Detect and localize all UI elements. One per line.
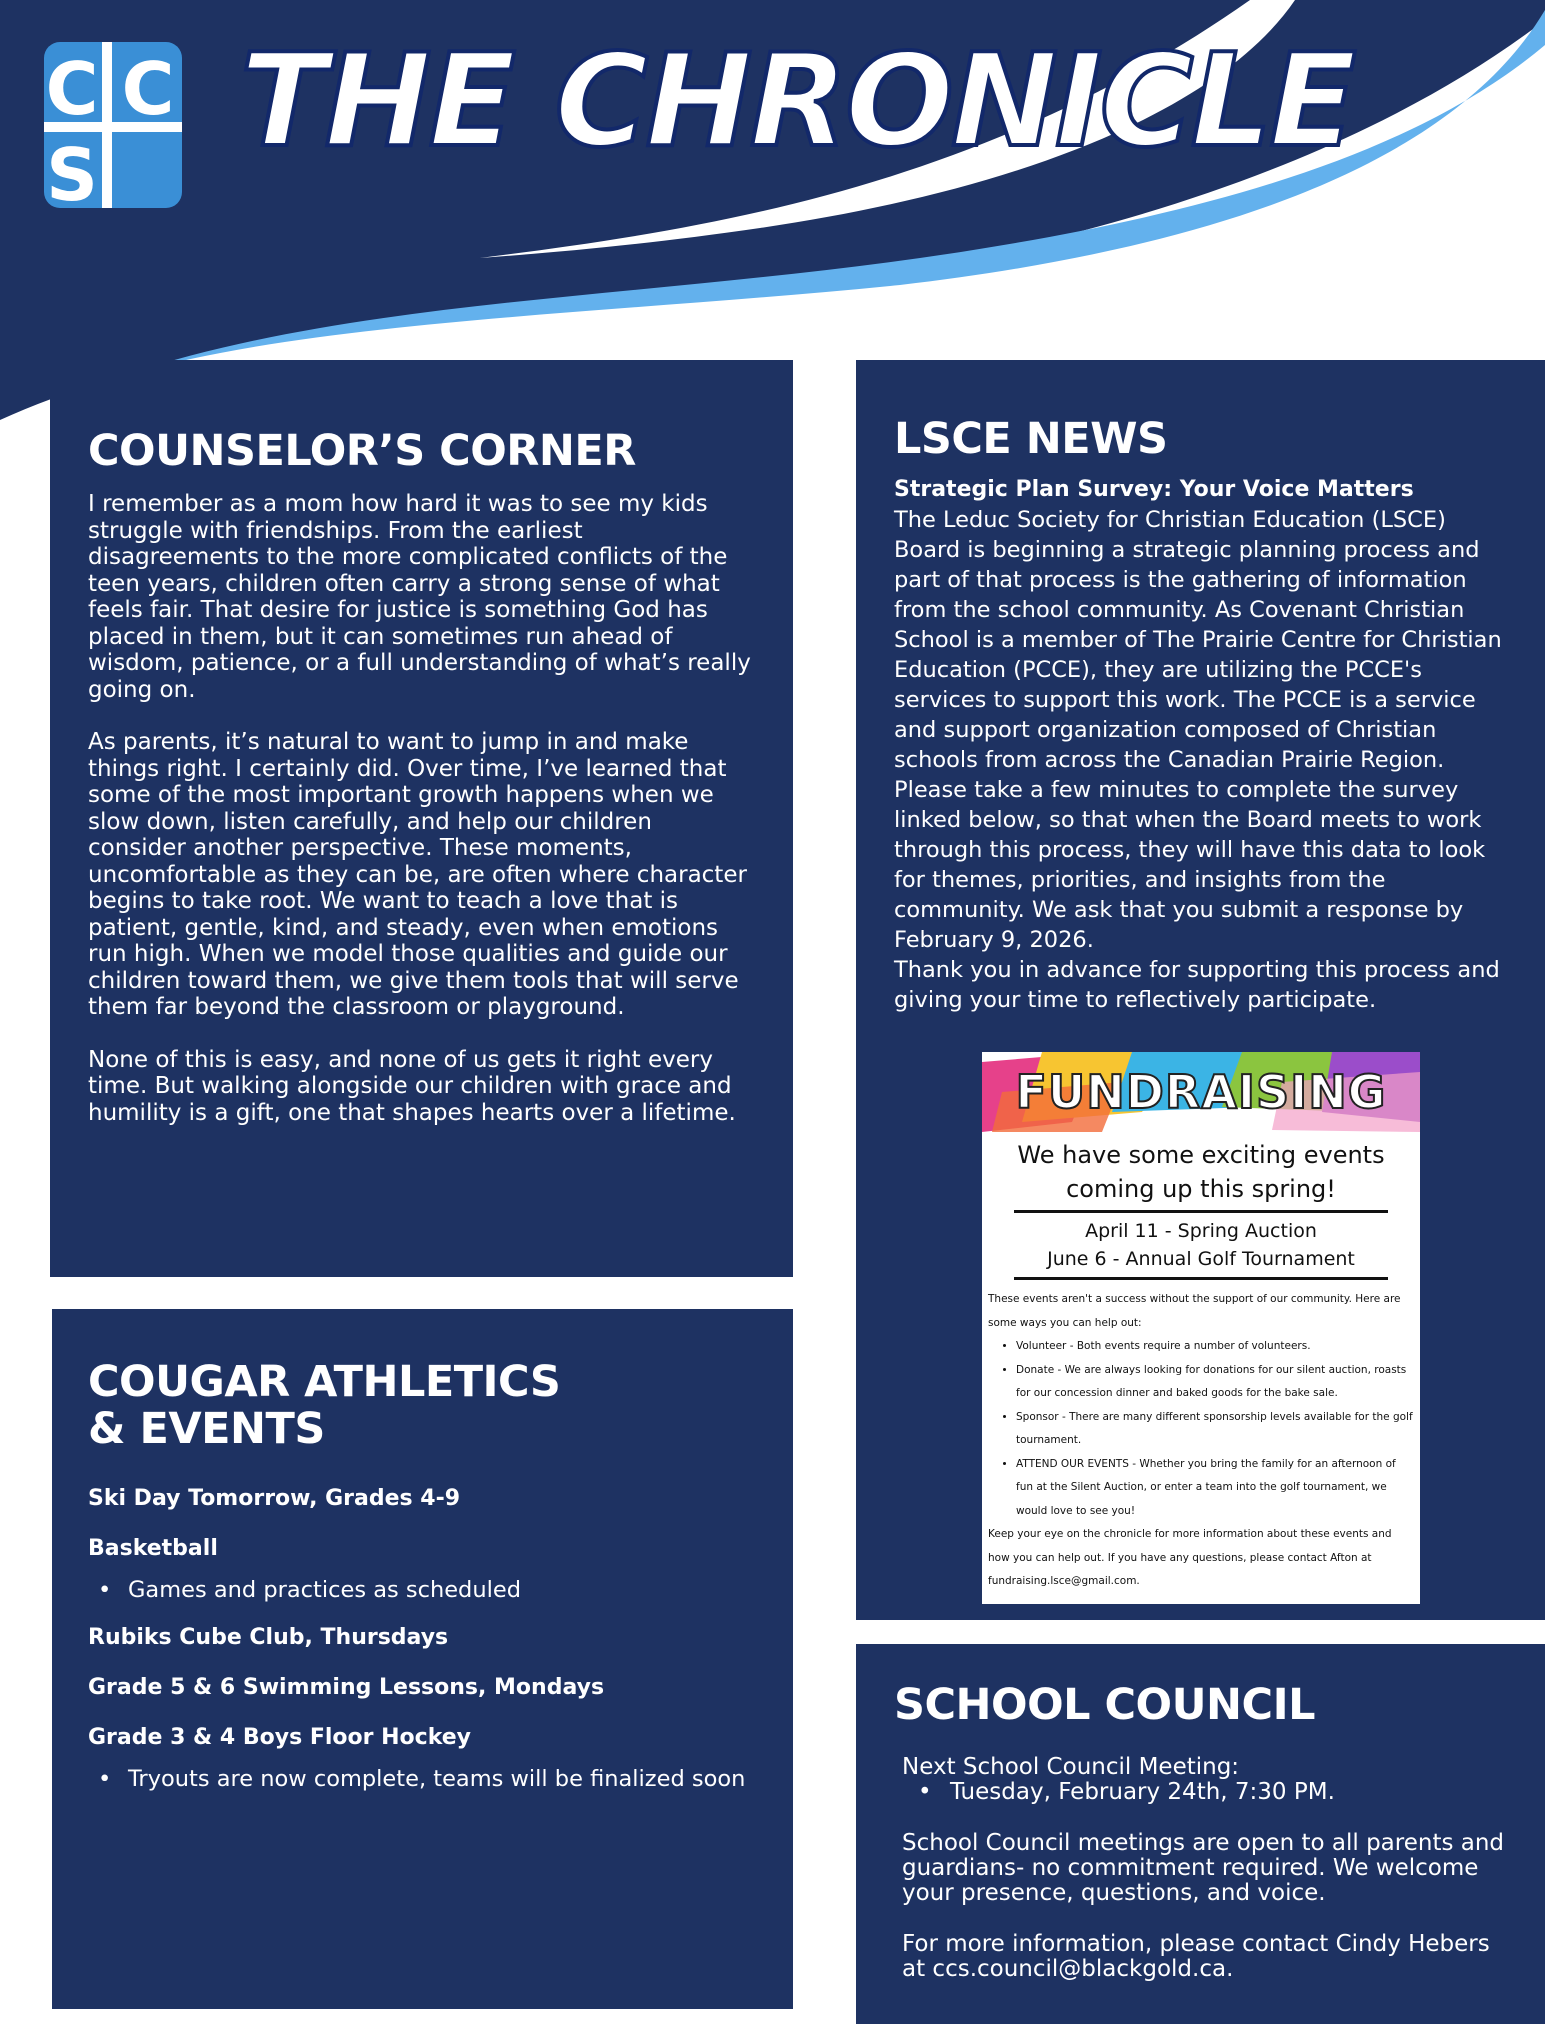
flyer-divider [1014, 1210, 1388, 1213]
flyer-details [982, 1288, 1420, 1594]
lsce-subheading: Strategic Plan Survey: Your Voice Matters [894, 477, 1414, 503]
athletics-item-basketball: Basketball [88, 1535, 218, 1561]
flyer-bullet-volunteer: • Volunteer - Both events require a number of volunteers. [1016, 1335, 1414, 1359]
council-heading: SCHOOL COUNCIL [894, 1680, 1315, 1730]
counselor-heading: COUNSELOR’S CORNER [88, 426, 636, 476]
flyer-subtitle-1: We have some exciting events [1017, 1141, 1385, 1169]
counselor-paragraph-2: As parents, it’s natural to want to jump in and make things right. I certainly did. Over time, I’ve learned that some of the most important growth happens when we slow down, listen carefully, and help our children consider another perspective. These moments, uncomfortable as they can be, are often where character begins to take root. We want to teach a love that is patient, gentle, kind, and steady, even when emotions run high. When we model those qualities and guide our children toward them, we give them tools that will serve them far beyond the classroom or playground. [88, 729, 747, 1021]
athletics-heading: COUGAR ATHLETICS & EVENTS [88, 1357, 561, 1455]
athletics-item-swimming: Grade 5 & 6 Swimming Lessons, Mondays [88, 1674, 605, 1700]
athletics-bullet-basketball: • Games and practices as scheduled [88, 1578, 757, 1603]
athletics-item-rubiks: Rubiks Cube Club, Thursdays [88, 1624, 449, 1650]
flyer-bullet-sponsor: • Sponsor - There are many different sponsorship levels available for the golf tournament. [1016, 1406, 1414, 1453]
counselor-corner-panel [50, 360, 793, 1277]
flyer-divider-2 [1014, 1277, 1388, 1280]
athletics-bullet-floor-hockey: • Tryouts are now complete, teams will be finalized soon [88, 1767, 757, 1792]
athletics-list [88, 1484, 757, 1792]
counselor-paragraph-1: I remember as a mom how hard it was to see my kids struggle with friendships. From the earliest disagreements to the more complicated conflicts of the teen years, children often carry a strong sense of what feels fair. That desire for justice is something God has placed in them, but it can sometimes run ahead of wisdom, patience, or a full understanding of what’s really going on. [88, 491, 751, 703]
council-meeting-label: Next School Council Meeting: [902, 1754, 1240, 1781]
logo-letter-c1: C [45, 47, 99, 131]
school-council-panel [856, 1644, 1545, 2024]
flyer-title: FUNDRAISING [1015, 1065, 1387, 1119]
flyer-event-1: April 11 - Spring Auction [1085, 1220, 1317, 1242]
masthead-title: THE CHRONICLE [240, 27, 1354, 176]
athletics-item-floor-hockey: Grade 3 & 4 Boys Floor Hockey [88, 1724, 472, 1750]
counselor-paragraph-3: None of this is easy, and none of us gets it right every time. But walking alongside our children with grace and humility is a gift, one that shapes hearts over a lifetime. [88, 1046, 736, 1126]
flyer-bullet-list [988, 1335, 1414, 1523]
flyer-event-2: June 6 - Annual Golf Tournament [1047, 1248, 1355, 1270]
flyer-intro: These events aren't a success without the support of our community. Here are some ways you can help out: [988, 1293, 1401, 1329]
flyer-subtitle-2: coming up this spring! [1066, 1175, 1336, 1203]
fundraising-flyer [982, 1052, 1420, 1604]
flyer-bullet-attend: • ATTEND OUR EVENTS - Whether you bring the family for an afternoon of fun at the Silent Auction, or enter a team into the golf tournament, we would love to see you! [1016, 1453, 1414, 1524]
ccs-logo [44, 42, 182, 208]
athletics-item-ski-day: Ski Day Tomorrow, Grades 4-9 [88, 1485, 461, 1511]
council-contact: For more information, please contact Cindy Hebers at ccs.council@blackgold.ca. [902, 1931, 1490, 1983]
lsce-body: The Leduc Society for Christian Education (LSCE) Board is beginning a strategic planning process and part of that process is the gathering of information from the school community. As Covenant Christian School is a member of The Prairie Centre for Christian Education (PCCE), they are utilizing the PCCE's services to support this work. The PCCE is a service and support organization composed of Christian schools from across the Canadian Prairie Region. Please take a few minutes to complete the survey linked below, so that when the Board meets to work through this process, they will have this data to look for themes, priorities, and insights from the community. We ask that you submit a response by February 9, 2026. Thank you in advance for supporting this process and giving your time to reflectively participate. [894, 507, 1502, 1014]
flyer-outro: Keep your eye on the chronicle for more information about these events and how you can help out. If you have any questions, please contact Afton at fundraising.lsce@gmail.com. [988, 1528, 1392, 1587]
logo-letter-c2: C [121, 47, 175, 131]
council-meeting-date: • Tuesday, February 24th, 7:30 PM. [894, 1780, 1515, 1805]
flyer-bullet-donate: • Donate - We are always looking for donations for our silent auction, roasts for our concession dinner and baked goods for the bake sale. [1016, 1359, 1414, 1406]
flyer-banner [982, 1052, 1420, 1132]
athletics-panel [52, 1309, 793, 2009]
council-paragraph-1: School Council meetings are open to all parents and guardians- no commitment required. We welcome your presence, questions, and voice. [902, 1830, 1505, 1907]
lsce-heading: LSCE NEWS [894, 414, 1168, 464]
logo-letter-s: S [46, 133, 98, 208]
lsce-news-panel [856, 360, 1545, 1620]
